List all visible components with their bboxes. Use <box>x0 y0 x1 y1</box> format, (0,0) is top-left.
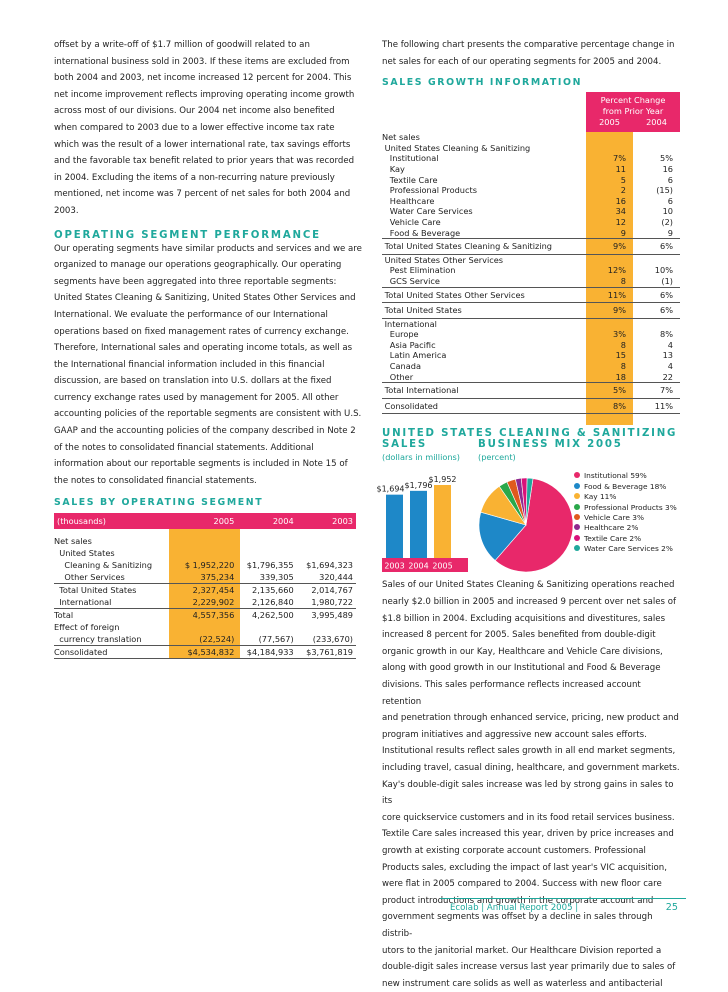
sales-row-label: Consolidated <box>54 646 169 659</box>
mix-chart-heading: BUSINESS MIX 2005 <box>478 439 623 451</box>
left-column <box>54 37 362 659</box>
growth-row <box>382 164 680 175</box>
text-line: utors to the janitorial market. Our Healthcare Division reported a <box>382 945 662 956</box>
growth-cell: 3% <box>613 329 626 340</box>
growth-row <box>382 340 680 351</box>
sales-cell <box>169 529 241 547</box>
legend-label: Food & Beverage 18% <box>584 481 667 491</box>
growth-row <box>382 318 680 329</box>
growth-cell: 16 <box>615 195 626 206</box>
growth-row <box>382 265 680 276</box>
growth-cell: 6% <box>633 303 680 319</box>
segment-paragraph <box>54 241 362 490</box>
text-line: were flat in 2005 compared to 2004. Success with new floor care <box>382 879 662 890</box>
sales-table <box>54 513 356 659</box>
growth-cell: 8% <box>660 329 673 340</box>
text-line: Kay's double-digit sales increase was led by strong gains in sales to its <box>382 779 674 807</box>
text-line: Textile Care sales increased this year, driven by price increases and <box>382 829 674 840</box>
us-cleaning-paragraph <box>382 577 680 992</box>
legend-item <box>574 492 677 502</box>
business-mix-pie-chart <box>470 463 590 573</box>
sales-row-label: Total <box>54 609 169 622</box>
growth-cell: 12% <box>607 265 626 276</box>
growth-header-line2: from Prior Year <box>602 106 664 117</box>
sales-row-label: Other Services <box>54 572 125 583</box>
text-line: The following chart presents the comparative percentage change in <box>382 40 675 50</box>
text-line: $1.8 billion in 2004. Excluding acquisitions and divestitures, sales <box>382 613 666 624</box>
sales-cell: 2,327,454 <box>169 584 241 597</box>
growth-cell: 5 <box>620 174 626 185</box>
growth-cell: 11% <box>633 398 680 414</box>
growth-header-years <box>586 116 680 127</box>
text-line: net sales for each of our operating segments for 2005 and 2004. <box>382 56 662 67</box>
legend-dot-icon <box>574 493 580 499</box>
growth-cell: 6% <box>633 239 680 255</box>
text-line: accounting policies of the reportable segments are consistent with U.S. <box>54 409 362 420</box>
footer <box>440 898 686 918</box>
legend-dot-icon <box>574 483 580 489</box>
legend-item <box>574 544 677 554</box>
text-line: Our operating segments have similar products and services and we are <box>54 243 362 254</box>
growth-cell <box>586 318 633 329</box>
sales-row-label: Effect of foreign <box>54 622 120 633</box>
text-line: product introductions and growth in the corporate account and <box>382 895 654 906</box>
growth-row-label: Net sales <box>382 132 420 143</box>
text-line: currency exchange rates used by management for 2005. All other <box>54 392 339 403</box>
sales-cell <box>300 529 356 547</box>
text-line: program initiatives and aggressive new account sales efforts. <box>382 729 647 740</box>
growth-cell <box>633 318 680 329</box>
legend-label: Professional Products 3% <box>584 502 677 512</box>
sales-cell: (77,567) <box>258 634 294 645</box>
growth-row <box>382 303 680 319</box>
growth-row-label: Water Care Services <box>382 206 473 217</box>
bar-category-label: 2003 <box>384 561 405 571</box>
sales-cell: 375,234 <box>169 571 241 584</box>
page-number: 25 <box>665 902 678 913</box>
legend-label: Water Care Services 2% <box>584 544 673 554</box>
text-line: GAAP and the accounting policies of the company described in Note 2 <box>54 426 356 437</box>
sales-cell: 2,135,660 <box>240 584 299 597</box>
mix-chart-subtitle: (percent) <box>478 452 516 463</box>
growth-cell: (2) <box>661 216 673 227</box>
sales-cell: $4,184,933 <box>240 646 299 659</box>
right-column <box>376 37 680 992</box>
bar-category-label: 2005 <box>432 561 453 571</box>
growth-row <box>382 228 680 239</box>
intro-paragraph <box>54 37 362 220</box>
sales-cell: 2,229,902 <box>169 596 241 609</box>
growth-row <box>382 132 680 143</box>
legend-item <box>574 471 677 481</box>
growth-row-label: Professional Products <box>382 185 477 196</box>
chart-subheading-row <box>382 451 680 463</box>
sales-row-label: Net sales <box>54 536 92 547</box>
sales-row <box>54 571 356 584</box>
growth-row <box>382 185 680 196</box>
text-line: growth at existing corporate account customers. Professional <box>382 845 646 856</box>
growth-cell: 8 <box>620 361 626 372</box>
text-line: of the notes to consolidated financial statements. Additional <box>54 442 314 453</box>
sales-cell: 320,444 <box>319 572 353 583</box>
sales-growth-heading: SALES GROWTH INFORMATION <box>382 77 583 89</box>
growth-header-2004: 2004 <box>646 117 667 128</box>
growth-table <box>382 132 680 414</box>
header-thousands: (thousands) <box>57 516 106 527</box>
text-line: across most of our divisions. Our 2004 net income also benefited <box>54 106 335 117</box>
legend-dot-icon <box>574 535 580 541</box>
growth-cell: 2 <box>620 185 626 196</box>
growth-cell: 12 <box>615 216 626 227</box>
growth-cell: 9 <box>667 227 673 238</box>
growth-row-label: Textile Care <box>382 174 438 185</box>
growth-row-label: Total International <box>382 383 586 399</box>
text-line: the notes to consolidated financial statements. <box>54 475 257 486</box>
growth-cell: 10% <box>654 265 673 276</box>
sales-cell: (22,524) <box>169 633 241 646</box>
growth-row-label: Europe <box>382 329 419 340</box>
growth-row-label: Food & Beverage <box>382 227 461 238</box>
text-line: Therefore, International sales and operating income totals, as well as <box>54 343 353 354</box>
growth-cell: 9% <box>586 303 633 319</box>
header-2004: 2004 <box>272 516 294 527</box>
growth-cell: 10 <box>662 206 673 217</box>
text-line: operations based on fixed management rates of currency exchange. <box>54 326 349 337</box>
growth-row <box>382 361 680 372</box>
growth-cell: 5% <box>586 383 633 399</box>
text-line: government segments was offset by a decline in sales through distrib- <box>382 912 653 939</box>
growth-row-label: Healthcare <box>382 195 435 206</box>
growth-cell <box>586 143 633 154</box>
text-line: information about our reportable segments is included in Note 15 of <box>54 459 348 470</box>
growth-cell: 22 <box>662 371 673 382</box>
header-2003: 2003 <box>332 516 353 527</box>
legend-label: Kay 11% <box>584 492 617 502</box>
growth-cell <box>633 143 680 154</box>
sales-cell <box>240 621 299 633</box>
sales-row-label: currency translation <box>54 634 142 645</box>
text-line: and penetration through enhanced service, pricing, new product and <box>382 713 679 724</box>
text-line: and the favorable tax benefit related to prior years that was recorded <box>54 156 355 167</box>
text-line: along with good growth in our Institutional and Food & Beverage <box>382 663 661 674</box>
growth-cell: 8 <box>620 275 626 286</box>
growth-row <box>382 254 680 265</box>
sales-cell <box>240 529 299 547</box>
growth-cell: 6 <box>667 174 673 185</box>
growth-cell: 34 <box>615 206 626 217</box>
bar-2004 <box>410 491 427 558</box>
growth-row <box>382 206 680 217</box>
growth-cell: 4 <box>667 339 673 350</box>
growth-cell: 11 <box>615 163 626 174</box>
legend-item <box>574 503 677 513</box>
growth-cell: 9% <box>586 239 633 255</box>
growth-cell <box>633 254 680 265</box>
text-line: both 2004 and 2003, net income increased 12 percent for 2004. This <box>54 73 352 84</box>
growth-cell: 15 <box>615 350 626 361</box>
sales-row <box>54 646 356 659</box>
growth-cell <box>586 132 633 143</box>
growth-row <box>382 287 680 303</box>
sales-cell <box>169 621 241 633</box>
growth-row-label: Total United States Other Services <box>382 287 586 303</box>
growth-cell: (1) <box>661 275 673 286</box>
sales-row <box>54 529 356 547</box>
growth-row <box>382 329 680 340</box>
text-line: which was the result of a lower international rate, tax savings efforts <box>54 139 351 150</box>
sales-row <box>54 633 356 646</box>
text-line: organic growth in our Kay, Healthcare and Vehicle Care divisions, <box>382 646 663 657</box>
footer-text: Ecolab | Annual Report 2005 | <box>450 903 579 913</box>
growth-cell: (15) <box>656 185 673 196</box>
legend-item <box>574 523 677 533</box>
growth-row <box>382 350 680 361</box>
growth-row <box>382 372 680 383</box>
growth-row-label: Vehicle Care <box>382 216 441 227</box>
sales-row <box>54 609 356 622</box>
chart-heading-row2 <box>382 439 680 451</box>
growth-row <box>382 217 680 228</box>
growth-cell: 8% <box>586 398 633 414</box>
legend-label: Healthcare 2% <box>584 523 639 533</box>
sales-row-label: Cleaning & Sanitizing <box>54 560 153 571</box>
bar-category-label: 2004 <box>408 561 429 571</box>
growth-row <box>382 276 680 287</box>
growth-row-label: Total United States <box>382 303 586 319</box>
text-line: mentioned, net income was 7 percent of net sales for both 2004 and <box>54 189 351 200</box>
sales-row-label: Total United States <box>54 584 169 597</box>
legend-item <box>574 534 677 544</box>
legend-label: Vehicle Care 3% <box>584 513 644 523</box>
text-line: increased 8 percent for 2005. Sales benefited from double-digit <box>382 630 656 641</box>
growth-header-line1: Percent Change <box>600 95 666 106</box>
legend-dot-icon <box>574 504 580 510</box>
sales-cell: 4,557,356 <box>169 609 241 622</box>
sales-cell <box>300 547 356 559</box>
sales-cell <box>240 547 299 559</box>
growth-cell: 6 <box>667 195 673 206</box>
sales-cell: 1,980,722 <box>311 597 353 608</box>
sales-cell: 3,995,489 <box>300 609 356 622</box>
growth-cell: 16 <box>662 163 673 174</box>
charts-area <box>376 463 680 573</box>
growth-row-label: Asia Pacific <box>382 339 436 350</box>
chart-heading: UNITED STATES CLEANING & SANITIZING <box>382 428 678 440</box>
bar-2003 <box>386 495 403 558</box>
text-line: discussion, are based on translation into U.S. dollars at the fixed <box>54 376 332 387</box>
text-line: double-digit sales increase versus last year primarily due to sales of <box>382 962 676 973</box>
sales-cell: $ 1,952,220 <box>169 559 241 571</box>
legend-label: Textile Care 2% <box>584 533 642 543</box>
text-line: core quickservice customers and in its food retail services business. <box>382 812 675 823</box>
sales-cell <box>169 547 241 559</box>
legend-dot-icon <box>574 545 580 551</box>
text-line: international business sold in 2003. If these items are excluded from <box>54 56 350 67</box>
growth-row-label: Total United States Cleaning & Sanitizing <box>382 239 586 255</box>
sales-by-segment-heading: SALES BY OPERATING SEGMENT <box>54 497 264 509</box>
text-line: including travel, casual dining, healthcare, and government markets. <box>382 762 680 773</box>
growth-row-label: Latin America <box>382 350 447 361</box>
pie-legend <box>574 471 677 554</box>
sales-cell <box>300 621 356 633</box>
operating-segment-heading: OPERATING SEGMENT PERFORMANCE <box>54 229 321 241</box>
text-line: United States Cleaning & Sanitizing, United States Other Services and <box>54 293 356 304</box>
text-line: Institutional results reflect sales growth in all end market segments, <box>382 746 676 757</box>
growth-row-label: International <box>382 318 437 329</box>
growth-cell: 18 <box>615 371 626 382</box>
sales-cell: (233,670) <box>312 634 353 645</box>
sales-chart-subtitle: (dollars in millions) <box>382 452 461 463</box>
growth-row <box>382 196 680 207</box>
legend-dot-icon <box>574 524 580 530</box>
text-line: when compared to 2003 due to a lower effective income tax rate <box>54 122 335 133</box>
sales-cell: $4,534,832 <box>169 646 241 659</box>
text-line: International. We evaluate the performance of our International <box>54 309 328 320</box>
growth-row <box>382 175 680 186</box>
growth-row-label: United States Cleaning & Sanitizing <box>382 142 531 153</box>
text-line: organized to manage our operations geographically. Our operating <box>54 260 342 271</box>
sales-chart-heading: SALES <box>382 439 428 451</box>
growth-row <box>382 153 680 164</box>
bar-value-label: $1,796 <box>404 481 433 491</box>
growth-row <box>382 383 680 399</box>
growth-cell: 5% <box>660 153 673 164</box>
growth-cell: 11% <box>586 287 633 303</box>
bar-2005 <box>434 485 451 558</box>
growth-cell <box>633 132 680 143</box>
legend-item <box>574 482 677 492</box>
legend-item <box>574 513 677 523</box>
legend-dot-icon <box>574 472 580 478</box>
text-line: offset by a write-off of $1.7 million of goodwill related to an <box>54 40 310 50</box>
growth-row-label: Consolidated <box>382 398 586 414</box>
text-line: in 2004. Excluding the items of a non-recurring nature previously <box>54 172 335 183</box>
sales-cell: 4,262,500 <box>240 609 299 622</box>
growth-cell: 8 <box>620 339 626 350</box>
sales-row <box>54 621 356 633</box>
text-line: Sales of our United States Cleaning & Sanitizing operations reached <box>382 580 675 591</box>
sales-cell: $1,796,355 <box>246 560 294 571</box>
header-2005: 2005 <box>213 516 235 527</box>
growth-cell <box>586 254 633 265</box>
growth-row <box>382 239 680 255</box>
text-line: Products sales, excluding the impact of last year's VIC acquisition, <box>382 862 667 873</box>
sales-bar-chart <box>376 463 474 573</box>
sales-row <box>54 596 356 609</box>
text-line: 2003. <box>54 205 79 216</box>
sales-cell: $1,694,323 <box>306 560 353 571</box>
growth-cell: 13 <box>662 350 673 361</box>
growth-row <box>382 398 680 414</box>
growth-row-label: Pest Elimination <box>382 265 456 276</box>
legend-label: Institutional 59% <box>584 471 647 481</box>
text-line: segments have been aggregated into three reportable segments: <box>54 276 337 287</box>
text-line: nearly $2.0 billion in 2005 and increased 9 percent over net sales of <box>382 597 677 608</box>
sales-row-label: United States <box>54 548 115 559</box>
text-line: new instrument care solids as well as waterless and antibacterial <box>382 978 663 989</box>
sales-row <box>54 547 356 559</box>
sales-cell: 339,305 <box>259 572 294 583</box>
sales-row <box>54 559 356 571</box>
growth-header-box <box>586 92 680 132</box>
sales-cell: 2,126,840 <box>251 597 294 608</box>
sales-row-label: International <box>54 597 112 608</box>
text-line: divisions. This sales performance reflects increased account retention <box>382 680 641 707</box>
text-line: net income improvement reflects improving operating income growth <box>54 89 355 100</box>
growth-row-label: Institutional <box>382 153 439 164</box>
growth-table-wrap <box>382 132 680 414</box>
growth-cell: 7% <box>633 383 680 399</box>
growth-row-label: Other <box>382 371 414 382</box>
text-line: the International financial information included in this financial <box>54 359 325 370</box>
growth-row-label: Canada <box>382 361 421 372</box>
growth-header-2005: 2005 <box>599 117 620 128</box>
growth-row-label: GCS Service <box>382 275 440 286</box>
growth-intro-paragraph <box>382 37 680 70</box>
growth-row <box>382 143 680 154</box>
sales-row <box>54 584 356 597</box>
growth-row-label: United States Other Services <box>382 254 504 265</box>
bar-value-label: $1,952 <box>428 475 457 485</box>
growth-cell: 6% <box>633 287 680 303</box>
growth-cell: 7% <box>613 153 626 164</box>
legend-dot-icon <box>574 514 580 520</box>
growth-row-label: Kay <box>382 163 405 174</box>
sales-cell: 2,014,767 <box>300 584 356 597</box>
bar-value-label: $1,694 <box>376 485 405 495</box>
growth-cell: 4 <box>667 361 673 372</box>
sales-cell: $3,761,819 <box>300 646 356 659</box>
sales-table-header <box>54 513 356 529</box>
growth-header <box>382 92 680 132</box>
growth-cell: 9 <box>620 227 626 238</box>
